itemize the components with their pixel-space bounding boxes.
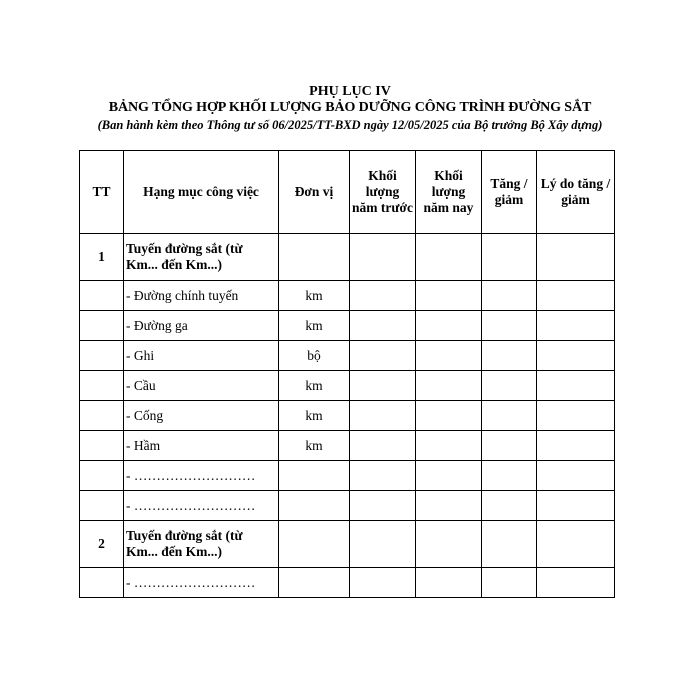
- row-prev-volume: [350, 371, 416, 401]
- row-item: Tuyến đường sắt (từ Km... đến Km...): [124, 234, 279, 281]
- row-reason: [537, 521, 615, 568]
- document-header: [80, 84, 620, 133]
- row-prev-volume: [350, 281, 416, 311]
- row-unit: km: [279, 401, 350, 431]
- row-curr-volume: [416, 311, 482, 341]
- row-item: - Hầm: [124, 431, 279, 461]
- row-unit: km: [279, 431, 350, 461]
- row-prev-volume: [350, 568, 416, 598]
- table-row: [80, 341, 615, 371]
- table-row: [80, 521, 615, 568]
- row-prev-volume: [350, 341, 416, 371]
- row-prev-volume: [350, 311, 416, 341]
- table-row: [80, 371, 615, 401]
- row-change: [482, 521, 537, 568]
- row-unit: bộ: [279, 341, 350, 371]
- table-row: [80, 311, 615, 341]
- row-reason: [537, 491, 615, 521]
- table-row: [80, 234, 615, 281]
- row-reason: [537, 234, 615, 281]
- row-prev-volume: [350, 491, 416, 521]
- row-curr-volume: [416, 568, 482, 598]
- row-prev-volume: [350, 431, 416, 461]
- row-item: - Ghi: [124, 341, 279, 371]
- row-unit: [279, 491, 350, 521]
- row-item: - ………………………: [124, 491, 279, 521]
- document-subtitle: (Ban hành kèm theo Thông tư số 06/2025/TT-BXD ngày 12/05/2025 của Bộ trưởng Bộ Xây dựng): [97, 118, 603, 132]
- row-unit: [279, 234, 350, 281]
- row-unit: km: [279, 311, 350, 341]
- row-reason: [537, 281, 615, 311]
- col-header-item: Hạng mục công việc: [124, 151, 279, 234]
- row-reason: [537, 311, 615, 341]
- row-change: [482, 311, 537, 341]
- row-change: [482, 371, 537, 401]
- row-unit: [279, 521, 350, 568]
- row-number: [80, 341, 124, 371]
- row-prev-volume: [350, 234, 416, 281]
- row-curr-volume: [416, 341, 482, 371]
- row-number: [80, 431, 124, 461]
- row-prev-volume: [350, 401, 416, 431]
- row-unit: km: [279, 371, 350, 401]
- row-item: - ………………………: [124, 568, 279, 598]
- col-header-prev-volume: Khối lượng năm trước: [350, 151, 416, 234]
- appendix-label: PHỤ LỤC IV: [309, 84, 391, 99]
- row-curr-volume: [416, 491, 482, 521]
- row-number: [80, 461, 124, 491]
- row-unit: km: [279, 281, 350, 311]
- col-header-unit: Đơn vị: [279, 151, 350, 234]
- row-item: - ………………………: [124, 461, 279, 491]
- table-row: [80, 461, 615, 491]
- row-change: [482, 431, 537, 461]
- row-reason: [537, 431, 615, 461]
- row-reason: [537, 371, 615, 401]
- row-prev-volume: [350, 521, 416, 568]
- row-number: 1: [80, 234, 124, 281]
- col-header-curr-volume: Khối lượng năm nay: [416, 151, 482, 234]
- col-header-reason: Lý do tăng / giảm: [537, 151, 615, 234]
- row-number: [80, 371, 124, 401]
- row-unit: [279, 461, 350, 491]
- row-curr-volume: [416, 431, 482, 461]
- row-item: Tuyến đường sắt (từ Km... đến Km...): [124, 521, 279, 568]
- table-row: [80, 281, 615, 311]
- row-reason: [537, 401, 615, 431]
- table-row: [80, 431, 615, 461]
- row-item: - Đường chính tuyến: [124, 281, 279, 311]
- row-curr-volume: [416, 371, 482, 401]
- row-item: - Đường ga: [124, 311, 279, 341]
- row-number: [80, 401, 124, 431]
- table-row: [80, 401, 615, 431]
- row-item: - Cầu: [124, 371, 279, 401]
- row-change: [482, 491, 537, 521]
- row-curr-volume: [416, 401, 482, 431]
- col-header-tt: TT: [80, 151, 124, 234]
- row-reason: [537, 461, 615, 491]
- row-reason: [537, 568, 615, 598]
- row-number: [80, 568, 124, 598]
- col-header-change: Tăng / giảm: [482, 151, 537, 234]
- row-prev-volume: [350, 461, 416, 491]
- row-curr-volume: [416, 281, 482, 311]
- row-change: [482, 401, 537, 431]
- row-curr-volume: [416, 521, 482, 568]
- row-change: [482, 234, 537, 281]
- row-change: [482, 568, 537, 598]
- table-row: [80, 491, 615, 521]
- row-curr-volume: [416, 461, 482, 491]
- table-row: [80, 568, 615, 598]
- maintenance-volume-table: [79, 150, 615, 598]
- row-reason: [537, 341, 615, 371]
- row-curr-volume: [416, 234, 482, 281]
- row-change: [482, 341, 537, 371]
- row-number: [80, 491, 124, 521]
- row-change: [482, 461, 537, 491]
- document-title: BẢNG TỔNG HỢP KHỐI LƯỢNG BẢO DƯỠNG CÔNG TRÌNH ĐƯỜNG SẮT: [108, 100, 592, 115]
- row-number: 2: [80, 521, 124, 568]
- row-unit: [279, 568, 350, 598]
- table-header-row: [80, 151, 615, 234]
- row-number: [80, 311, 124, 341]
- row-change: [482, 281, 537, 311]
- row-number: [80, 281, 124, 311]
- row-item: - Cống: [124, 401, 279, 431]
